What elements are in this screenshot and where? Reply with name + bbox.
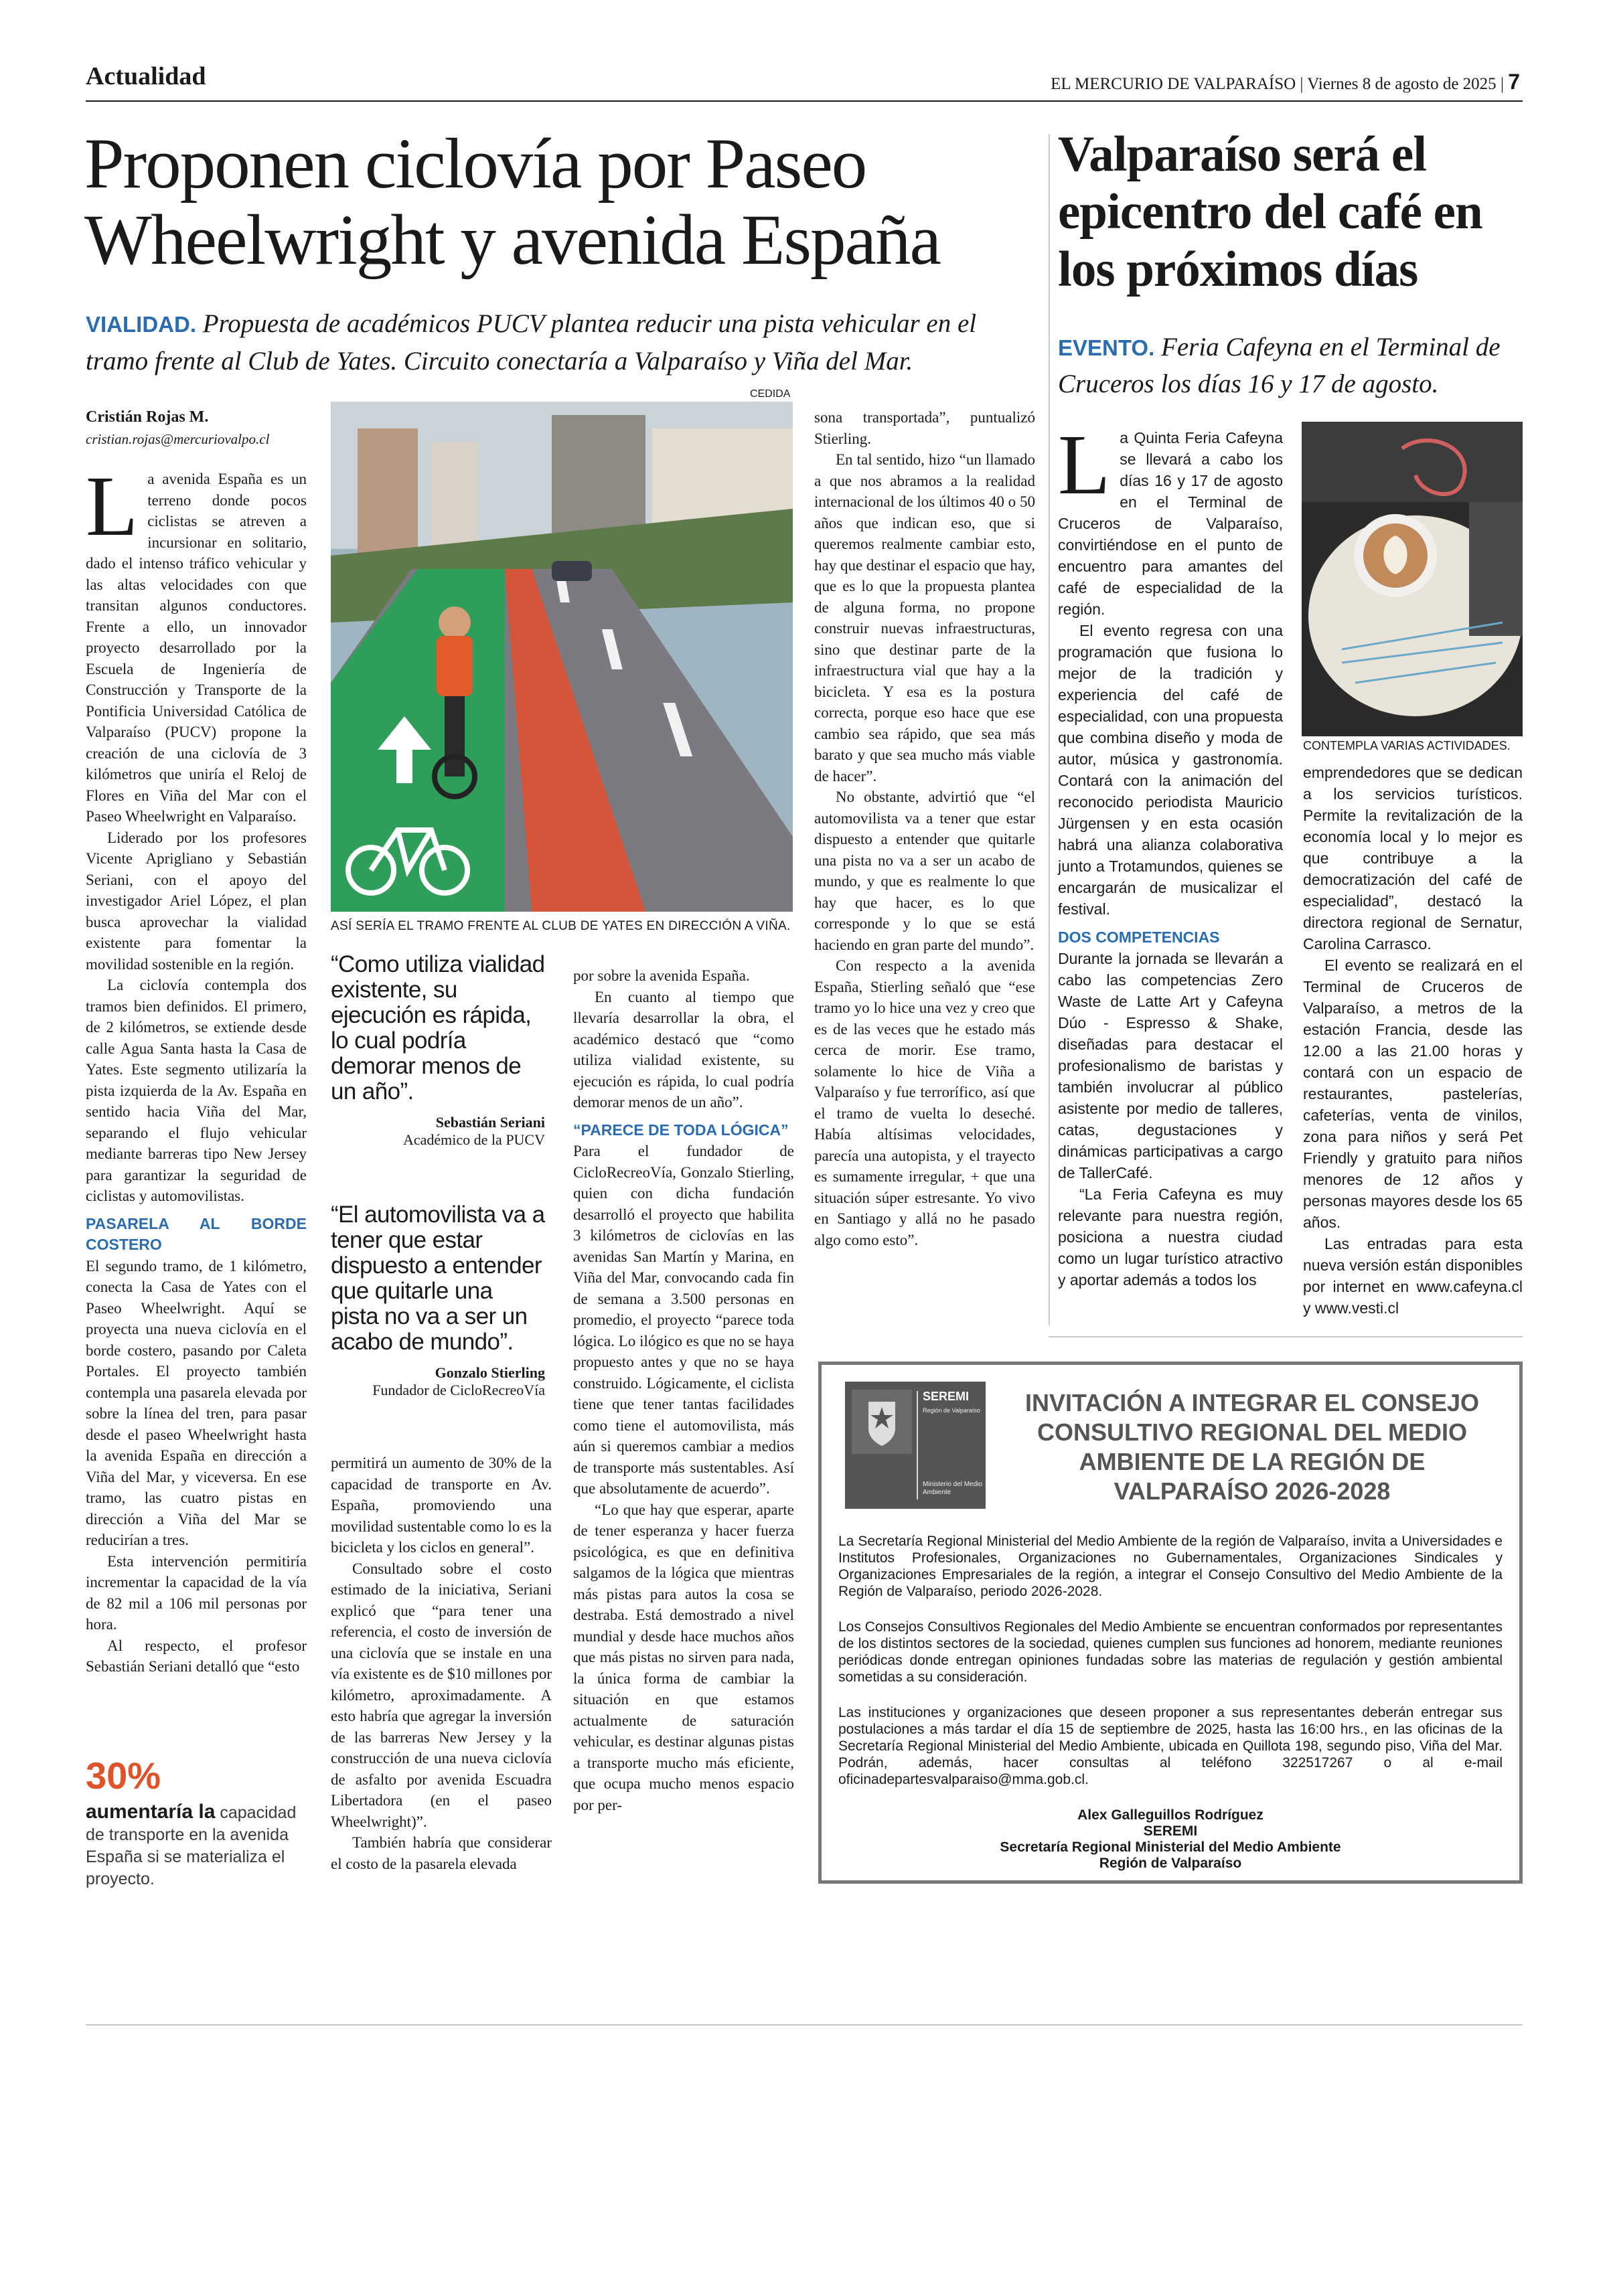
- paragraph: La Secretaría Regional Ministerial del Medio Ambiente de la región de Valparaíso, invita a Universidades e Institutos Profesionales, Organizaciones no Gubernamentales, Organizaciones Sindicales y Organizaciones Empresariales de la región, a integrar el Consejo Consultivo del Medio Ambiente de la Región de Valparaíso, periodo 2026-2028.: [838, 1534, 1503, 1599]
- subhead: PASARELA AL BORDE COSTERO: [86, 1214, 307, 1253]
- paragraph: Consultado sobre el costo estimado de la iniciativa, Seriani explicó que “para tener una referencia, el costo de inversión de una ciclovía que se instale en una vía existente es de $10 millones por kilómetro, aproximadamente. A esto habría que agregar la inversión de las barreras New Jersey y la construcción de una nueva ciclovía de asfalto por avenida Escuadra Libertadora (en el paseo Wheelwright)”.: [331, 1560, 552, 1830]
- notice-body: [838, 1533, 1503, 1807]
- notice-title: INVITACIÓN A INTEGRAR EL CONSEJO CONSULTIVO REGIONAL DEL MEDIO AMBIENTE DE LA REGIÓN DE VALPARAÍSO 2026-2028: [1024, 1389, 1480, 1505]
- stat-text: [86, 1801, 313, 1890]
- newspaper-name: EL MERCURIO DE VALPARAÍSO: [1051, 75, 1296, 93]
- dropcap: L: [86, 459, 139, 554]
- quote-role: Académico de la PUCV: [403, 1131, 545, 1148]
- bike-lane-photo: [331, 402, 793, 912]
- paragraph: Liderado por los profesores Vicente Aprigliano y Sebastián Seriani, con el apoyo del investigador Ariel López, el plan busca aprovechar la vialidad existente para fomentar la movilidad sostenible en la región.: [86, 829, 307, 973]
- author-name: Cristián Rojas M.: [86, 408, 209, 426]
- paragraph: por sobre la avenida España.: [573, 967, 750, 984]
- author-email[interactable]: cristian.rojas@mercuriovalpo.cl: [86, 431, 270, 447]
- stat-number: 30%: [86, 1754, 161, 1797]
- paragraph: a avenida España es un terreno donde pocos ciclistas se atreven a incursionar en solitario, dado el intenso tráfico vehicular y las altas velocidades con que transitan algunos conductores. Frente a ello, un innovador proyecto desarrollado por la Escuela de Ingeniería de Construcción y Transporte de la Pontificia Universidad Católica de Valparaíso (PUCV) propone la creación de una ciclovía de 3 kilómetros que uniría el Reloj de Flores en Viña del Mar con el Paseo Wheelwright en Valparaíso.: [86, 471, 307, 825]
- section-name: Actualidad: [86, 62, 206, 90]
- paragraph: a Quinta Feria Cafeyna se llevará a cabo los días 16 y 17 de agosto en el Terminal de Cruceros de Valparaíso, convirtiéndose en el punto de encuentro para amantes del café de especialidad de la región.: [1058, 429, 1283, 618]
- side-column-2: [1303, 762, 1523, 1319]
- paragraph: permitirá un aumento de 30% de la capacidad de transporte en Av. España, promoviendo una movilidad sustentable como lo es la bicicleta y los ciclos en general”.: [331, 1455, 552, 1556]
- signer-name: Alex Galleguillos Rodríguez: [1077, 1807, 1264, 1823]
- paragraph: La ciclovía contempla dos tramos bien definidos. El primero, de 2 kilómetros, se extiende desde calle Agua Santa hasta la Casa de Yates. Este segmento utilizaría la pista izquierda de la Av. España en sentido hacia Viña del Mar, separando el flujo vehicular mediante barreras tipo New Jersey para garantizar la seguridad de ciclistas y automovilistas.: [86, 977, 307, 1204]
- dropcap: L: [1058, 417, 1111, 512]
- paragraph: Al respecto, el profesor Sebastián Seriani detalló que “esto: [86, 1637, 307, 1675]
- paragraph: El evento regresa con una programación que fusiona lo mejor de la tradición y experiencia del café de especialidad, con una propuesta que combina diseño y moda de autor, música y gastronomía. Contará con la animación del reconocido periodista Mauricio Jürgensen y en esta ocasión habrá una alianza colaborativa junto a Trotamundos, quienes se encargarán de musicalizar el festival.: [1058, 622, 1283, 918]
- photo-caption: ASÍ SERÍA EL TRAMO FRENTE AL CLUB DE YATES EN DIRECCIÓN A VIÑA.: [331, 919, 791, 933]
- side-lead: [1058, 329, 1527, 402]
- pull-quote-1: [331, 952, 545, 1149]
- section-rule: [1049, 1336, 1523, 1337]
- paragraph: emprendedores que se dedican a los servicios turísticos. Permite la revitalización de la economía local y lo mejor es que contribuye a la democratización del café de especialidad”, destacó la directora regional de Sernatur, Carolina Carrasco.: [1303, 764, 1523, 953]
- page-header-info: [1051, 70, 1520, 94]
- paragraph: El evento se realizará en el Terminal de Cruceros de Valparaíso, a metros de la estación Francia, desde las 12.00 a las 21.00 horas y contará con un espacio de restaurantes, pastelerías, cafeterías, venta de vinilos, zona para niños y será Pet Friendly y gratuito para niños menores de 12 años y personas mayores desde los 65 años.: [1303, 957, 1523, 1231]
- main-column-1: [86, 459, 307, 1677]
- paragraph: Esta intervención permitiría incrementar la capacidad de la vía de 82 mil a 106 mil personas por hora.: [86, 1552, 307, 1633]
- subhead: “PARECE DE TODA LÓGICA”: [573, 1121, 789, 1139]
- quote-name: Sebastián Seriani: [435, 1114, 545, 1131]
- column-divider: [1049, 134, 1050, 1325]
- signer-title: SEREMI: [1143, 1823, 1198, 1839]
- subhead: DOS COMPETENCIAS: [1058, 928, 1220, 946]
- paragraph: Con respecto a la avenida España, Stierling señaló que “ese tramo yo lo hice una vez y creo que es de las veces que he estado más cerca de morir. Ese tramo, solamente lo hice de Viña a Valparaíso y fue terrorífico, así que el tramo de vuelta lo deseché. Había altísimas velocidades, parecía una autopista, y el trayecto es sumamente irregular, + que una situación súper estresante. Yo vivo en Santiago y allá no he pasado algo como esto”.: [814, 957, 1035, 1248]
- paragraph: En cuanto al tiempo que llevaría desarrollar la obra, el académico destacó que “como utiliza vialidad existente, su ejecución es rápida, lo cual podría demorar menos de un año”.: [573, 988, 794, 1111]
- quote-name: Gonzalo Stierling: [435, 1364, 545, 1381]
- stat-bold: aumentaría la: [86, 1801, 216, 1823]
- main-lead: [86, 305, 1037, 380]
- main-headline: Proponen ciclovía por Paseo Wheelwright y avenida España: [84, 125, 940, 280]
- quote-role: Fundador de CicloRecreoVía: [372, 1382, 545, 1398]
- page-number: 7: [1508, 70, 1520, 94]
- paragraph: También habría que considerar el costo de la pasarela elevada: [331, 1834, 552, 1872]
- quote-text: “El automovilista va a tener que estar dispuesto a entender que quitarle una pista no va a ser un acabo de mundo”.: [331, 1202, 545, 1355]
- logo-title: SEREMI: [923, 1390, 970, 1403]
- paragraph: sona transportada”, puntualizó Stierling.: [814, 409, 1035, 447]
- photo-credit: CEDIDA: [750, 388, 791, 400]
- side-lead-text: Feria Cafeyna en el Terminal de Cruceros los días 16 y 17 de agosto.: [1058, 333, 1501, 398]
- main-column-2: [331, 1453, 552, 1874]
- header-rule: [86, 100, 1523, 102]
- issue-date: Viernes 8 de agosto de 2025: [1307, 75, 1497, 93]
- side-column-1: [1058, 417, 1283, 1291]
- main-column-4: [814, 407, 1035, 1250]
- coffee-photo: [1302, 422, 1523, 736]
- separator: |: [1500, 75, 1509, 93]
- bike-lane-illustration: [331, 402, 793, 912]
- paragraph: Las instituciones y organizaciones que deseen proponer a sus representantes deberán entregar sus postulaciones a más tardar el día 15 de septiembre de 2025, hasta las 16:00 hrs., en las oficinas de la Secretaría Regional Ministerial del Medio Ambiente, ubicada en Quillota 198, segundo piso, Viña del Mar. Podrán, además, hacer consultas al teléfono 322517267 o al e-mail oficinadepartesvalparaiso@mma.gob.cl.: [838, 1705, 1503, 1787]
- paragraph: “Lo que hay que esperar, aparte de tener esperanza y hacer fuerza psicológica, es que en definitiva salgamos de la lógica que mientras más pistas para autos la cosa se destraba. Está demostrado a nivel mundial y desde hace muchos años que más pistas no sirven para nada, la única forma de cambiar la situación en que estamos actualmente de saturación vehicular, es destinar algunas pistas a transporte mucho más eficiente, que ocupa mucho menos espacio por per-: [573, 1501, 794, 1813]
- paragraph: No obstante, advirtió que “el automovilista va a tener que estar dispuesto a entender que quitarle una pista no va a ser un acabo de mundo, y que es realmente lo que hay que hacer, es lo que corresponde y lo que se está haciendo en gran parte del mundo”.: [814, 789, 1035, 953]
- pull-quote-2: [331, 1202, 545, 1399]
- paragraph: En tal sentido, hizo “un llamado a que nos abramos a la realidad internacional de los últimos 40 o 50 años que indican eso, que si queremos realmente cambiar esto, hay que destinar el espacio que hay, que es lo que la propuesta plantea de alguna forma, no propone construir nuevas infraestructuras, sino que destinar parte de la infraestructura vial que hay a la bicicleta. Y esa es la postura correcta, porque eso hace que ese cambio sea rápido, que sea más barato y que sea mucho más viable de hacer”.: [814, 451, 1035, 785]
- main-kicker: VIALIDAD.: [86, 312, 196, 337]
- paragraph: Los Consejos Consultivos Regionales del Medio Ambiente se encuentran conformados por representantes de los distintos sectores de la sociedad, quienes cumplen sus funciones ad honorem, mediante reuniones periódicas donde entregan opiniones fundadas sobre las materias de regulación y gestión ambiental sometidas a su consideración.: [838, 1619, 1503, 1685]
- side-kicker: EVENTO.: [1058, 335, 1155, 360]
- signer-org: Secretaría Regional Ministerial del Medio Ambiente: [1000, 1839, 1341, 1855]
- paragraph: Las entradas para esta nueva versión están disponibles por internet en www.cafeyna.cl y www.vesti.cl: [1303, 1235, 1523, 1317]
- main-column-3: [573, 965, 794, 1815]
- paragraph: “La Feria Cafeyna es muy relevante para nuestra región, posiciona a nuestra ciudad como un lugar turístico atractivo y aportar además a todos los: [1058, 1185, 1283, 1289]
- logo-subtitle: Región de Valparaíso: [923, 1407, 980, 1414]
- footer-rule: [86, 2024, 1523, 2026]
- signer-region: Región de Valparaíso: [1099, 1856, 1242, 1871]
- paragraph: Para el fundador de CicloRecreoVía, Gonzalo Stierling, quien con dicha fundación desarrolló el proyecto que habilita 3 kilómetros de ciclovías en las avenidas San Martín y Marina, en Viña del Mar, convocando cada fin de semana a 3.500 personas en promedio, el proyecto “parece toda lógica. Lo ilógico es que no se haya propuesto antes y que no se haya construido. Lógicamente, el ciclista tiene que tener tantas facilidades como tiene el automovilista, más aún si queremos cambiar a medios de transporte más sustentables. Así que absolutamente de acuerdo”.: [573, 1143, 794, 1497]
- paragraph: El segundo tramo, de 1 kilómetro, conecta la Casa de Yates con el Paseo Wheelwright. Aquí se proyecta una nueva ciclovía en el borde costero, pasando por Caleta Portales. El proyecto también contempla una pasarela elevada por sobre la línea del tren, para pasar desde el paseo Wheelwright hasta la avenida España en dirección a Viña del Mar, y viceversa. En ese tramo, las cuatro pistas en dirección a Viña del Mar se reducirían a tres.: [86, 1257, 307, 1548]
- notice-signature: [838, 1807, 1503, 1872]
- main-lead-text: Propuesta de académicos PUCV plantea reducir una pista vehicular en el tramo frente al Club de Yates. Circuito conectaría a Valparaíso y Viña del Mar.: [86, 309, 977, 376]
- quote-text: “Como utiliza vialidad existente, su ejecución es rápida, lo cual podría demorar menos de un año”.: [331, 951, 545, 1104]
- side-photo-caption: CONTEMPLA VARIAS ACTIVIDADES.: [1303, 739, 1511, 752]
- logo-department: Ministerio del Medio Ambiente: [923, 1481, 982, 1496]
- side-headline: Valparaíso será el epicentro del café en los próximos días: [1058, 127, 1482, 297]
- separator: |: [1300, 75, 1308, 93]
- paragraph: Durante la jornada se llevarán a cabo las competencias Zero Waste de Latte Art y Cafeyna Dúo - Espresso & Shake, diseñadas para destacar el profesionalismo de baristas y también involucrar al público asistente por medio de talleres, catas, degustaciones y dinámicas participativas a cargo de TallerCafé.: [1058, 950, 1283, 1181]
- stat-description: capacidad de transporte en la avenida España si se materializa el proyecto.: [86, 1803, 297, 1888]
- latte-art-illustration: [1302, 422, 1523, 736]
